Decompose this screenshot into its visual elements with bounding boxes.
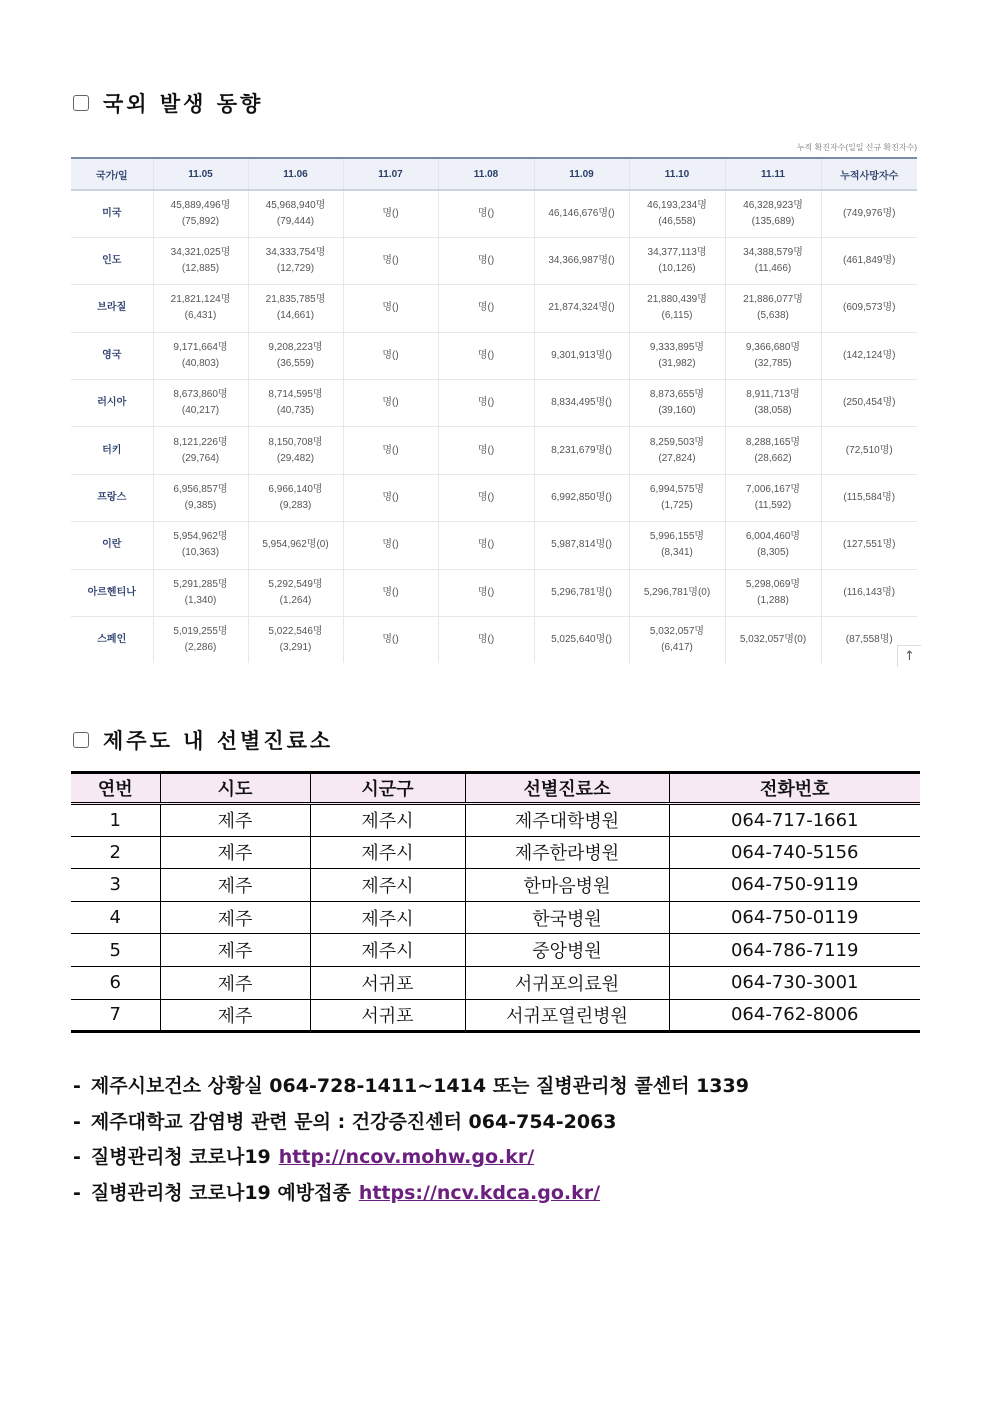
data-cell: [629, 522, 725, 569]
data-cell: [725, 617, 821, 663]
clinics-table: [71, 771, 920, 1033]
data-cell: [534, 285, 629, 332]
no-cell: 2: [71, 836, 160, 869]
daily-value: (8,305): [757, 547, 789, 559]
col-header: 시군구: [310, 773, 465, 804]
data-cell: [153, 285, 248, 332]
daily-value: (79,444): [276, 215, 315, 227]
daily-value: (28,662): [754, 452, 792, 464]
cumulative-value: 명(): [382, 207, 399, 219]
data-cell: [725, 427, 821, 474]
data-cell: [629, 285, 725, 332]
daily-value: (40,803): [181, 357, 220, 369]
contact-line: [73, 1106, 749, 1142]
data-cell: [438, 380, 534, 427]
data-cell: [534, 617, 629, 663]
data-cell: [629, 427, 725, 474]
data-cell: [248, 522, 343, 569]
table-row: [71, 836, 920, 869]
daily-value: (6,417): [661, 642, 693, 654]
data-cell: [629, 474, 725, 521]
data-cell: [438, 190, 534, 237]
deaths-cell: (115,584명): [821, 474, 917, 521]
cumulative-value: 9,171,664명: [173, 341, 228, 353]
cumulative-value: 명(): [382, 397, 399, 409]
phone-cell: 064-750-9119: [669, 869, 920, 902]
cumulative-value: 5,032,057명(0): [739, 634, 807, 646]
table-row: [71, 522, 917, 569]
daily-value: (40,735): [276, 405, 315, 417]
table-row: [71, 804, 920, 837]
daily-value: (12,885): [181, 263, 220, 275]
table-row: [71, 474, 917, 521]
data-cell: [248, 237, 343, 284]
data-cell: [248, 285, 343, 332]
col-header: 전화번호: [669, 773, 920, 804]
data-cell: [629, 332, 725, 379]
sigungu-cell: 제주시: [310, 836, 465, 869]
cumulative-value: 명(): [382, 634, 399, 646]
contact-line: [73, 1141, 749, 1177]
sigungu-cell: 제주시: [310, 869, 465, 902]
scroll-to-top-button[interactable]: [897, 645, 921, 667]
cumulative-value: 5,032,057명: [649, 626, 705, 638]
cumulative-value: 34,366,987명(): [548, 255, 615, 267]
sido-cell: 제주: [160, 934, 310, 967]
data-cell: [248, 190, 343, 237]
cumulative-value: 6,004,460명: [745, 531, 801, 543]
data-cell: [629, 617, 725, 663]
world-table-container: [71, 157, 917, 663]
country-cell: 아르헨티나: [71, 569, 153, 616]
cumulative-value: 명(): [477, 492, 495, 504]
cumulative-value: 34,321,025명: [170, 247, 231, 259]
daily-value: (1,288): [757, 594, 789, 606]
data-cell: [534, 237, 629, 284]
sigungu-cell: 제주시: [310, 804, 465, 837]
phone-cell: 064-762-8006: [669, 999, 920, 1032]
data-cell: [153, 522, 248, 569]
world-cases-table: [71, 157, 917, 663]
cumulative-value: 8,150,708명: [268, 436, 323, 448]
col-header: 11.09: [534, 158, 629, 190]
arrow-up-icon: ↑: [904, 649, 915, 664]
clinic-cell: 한마음병원: [465, 869, 669, 902]
country-cell: 영국: [71, 332, 153, 379]
data-cell: [343, 427, 438, 474]
data-cell: [629, 237, 725, 284]
cumulative-value: 5,292,549명: [268, 578, 323, 590]
data-cell: [153, 332, 248, 379]
data-cell: [725, 237, 821, 284]
no-cell: 6: [71, 966, 160, 999]
cumulative-value: 8,834,495명(): [551, 397, 612, 409]
cumulative-value: 명(): [477, 397, 495, 409]
data-cell: [153, 569, 248, 616]
deaths-cell: (749,976명): [821, 190, 917, 237]
data-cell: [153, 380, 248, 427]
daily-value: (9,283): [279, 500, 312, 512]
data-cell: [725, 332, 821, 379]
country-cell: 이란: [71, 522, 153, 569]
data-cell: [725, 522, 821, 569]
cumulative-value: 5,296,781명(): [551, 586, 612, 598]
data-cell: [534, 190, 629, 237]
data-cell: [725, 285, 821, 332]
sido-cell: 제주: [160, 869, 310, 902]
daily-value: (27,824): [658, 452, 696, 464]
sigungu-cell: 서귀포: [310, 966, 465, 999]
clinic-cell: 서귀포의료원: [465, 966, 669, 999]
data-cell: [248, 332, 343, 379]
deaths-cell: (461,849명): [821, 237, 917, 284]
cumulative-value: 21,874,324명(): [548, 302, 615, 314]
cumulative-value: 21,886,077명: [743, 294, 803, 306]
cumulative-value: 5,296,781명(0): [643, 586, 711, 598]
phone-cell: 064-740-5156: [669, 836, 920, 869]
cumulative-value: 명(): [382, 302, 399, 314]
cumulative-value: 명(): [382, 349, 399, 361]
table-row: [71, 427, 917, 474]
data-cell: [343, 380, 438, 427]
bullet-dash: -: [73, 1110, 81, 1133]
cumulative-value: 5,022,546명: [268, 626, 323, 638]
deaths-cell: (116,143명): [821, 569, 917, 616]
deaths-cell: (127,551명): [821, 522, 917, 569]
data-cell: [153, 237, 248, 284]
daily-value: (29,764): [181, 452, 220, 464]
cumulative-value: 명(): [477, 586, 495, 598]
cumulative-value: 명(): [477, 349, 495, 361]
no-cell: 5: [71, 934, 160, 967]
col-header: 11.06: [248, 158, 343, 190]
cumulative-value: 6,994,575명: [649, 484, 705, 496]
daily-value: (3,291): [279, 642, 312, 654]
cumulative-value: 21,835,785명: [265, 294, 326, 306]
clinic-cell: 중앙병원: [465, 934, 669, 967]
table-row: [71, 569, 917, 616]
daily-value: (29,482): [276, 452, 315, 464]
cumulative-value: 8,714,595명: [268, 389, 323, 401]
data-cell: [534, 474, 629, 521]
cumulative-value: 5,987,814명(): [551, 539, 612, 551]
cumulative-value: 6,992,850명(): [551, 492, 612, 504]
clinic-cell: 서귀포열린병원: [465, 999, 669, 1032]
data-cell: [248, 427, 343, 474]
cumulative-value: 5,996,155명: [649, 531, 705, 543]
daily-value: (8,341): [661, 547, 693, 559]
table-row: [71, 934, 920, 967]
cumulative-value: 명(): [477, 444, 495, 456]
data-cell: [725, 380, 821, 427]
sido-cell: 제주: [160, 901, 310, 934]
table-row: [71, 332, 917, 379]
data-cell: [438, 332, 534, 379]
data-cell: [343, 285, 438, 332]
sido-cell: 제주: [160, 804, 310, 837]
no-cell: 4: [71, 901, 160, 934]
country-cell: 스페인: [71, 617, 153, 663]
sigungu-cell: 서귀포: [310, 999, 465, 1032]
cumulative-value: 21,880,439명: [647, 294, 707, 306]
cumulative-value: 45,968,940명: [265, 199, 326, 211]
cumulative-value: 8,911,713명: [746, 389, 800, 401]
contact-text: 질병관리청 코로나19 예방접종: [90, 1181, 351, 1204]
checkbox-icon: [73, 95, 89, 111]
cumulative-value: 5,954,962명: [173, 531, 228, 543]
cumulative-value: 명(): [382, 539, 399, 551]
cumulative-value: 46,146,676명(): [548, 207, 615, 219]
table-row: [71, 869, 920, 902]
data-cell: [153, 190, 248, 237]
data-cell: [629, 190, 725, 237]
cumulative-value: 8,259,503명: [649, 436, 705, 448]
cumulative-value: 34,377,113명: [647, 247, 707, 259]
sigungu-cell: 제주시: [310, 901, 465, 934]
checkbox-icon: [73, 732, 89, 748]
country-cell: 러시아: [71, 380, 153, 427]
clinic-cell: 한국병원: [465, 901, 669, 934]
ncv-link[interactable]: https://ncv.kdca.go.kr/: [358, 1181, 601, 1204]
data-cell: [725, 474, 821, 521]
country-cell: 인도: [71, 237, 153, 284]
col-header: 11.05: [153, 158, 248, 190]
cumulative-value: 8,121,226명: [173, 436, 228, 448]
cumulative-value: 명(): [382, 255, 399, 267]
table-row: [71, 380, 917, 427]
col-header: 11.07: [343, 158, 438, 190]
col-header: 국가/일: [71, 158, 153, 190]
data-cell: [343, 190, 438, 237]
cumulative-value: 9,333,895명: [649, 341, 705, 353]
phone-cell: 064-786-7119: [669, 934, 920, 967]
clinic-cell: 제주한라병원: [465, 836, 669, 869]
daily-value: (75,892): [181, 215, 220, 227]
data-cell: [438, 617, 534, 663]
contact-line: [73, 1070, 749, 1106]
data-cell: [534, 427, 629, 474]
contact-text: 제주시보건소 상황실 064-728-1411~1414 또는 질병관리청 콜센터 1339: [90, 1075, 749, 1097]
data-cell: [248, 617, 343, 663]
data-cell: [629, 380, 725, 427]
data-cell: [343, 522, 438, 569]
cumulative-value: 5,019,255명: [173, 626, 228, 638]
cumulative-value: 명(): [477, 207, 495, 219]
deaths-cell: (609,573명): [821, 285, 917, 332]
data-cell: [343, 474, 438, 521]
cumulative-value: 8,231,679명(): [551, 444, 612, 456]
cumulative-value: 명(): [477, 539, 495, 551]
daily-value: (1,340): [184, 594, 217, 606]
data-cell: [153, 427, 248, 474]
cumulative-value: 5,954,962명(0): [262, 539, 329, 551]
no-cell: 7: [71, 999, 160, 1032]
table-note: 누적 확진자수(일일 신규 확진자수): [796, 143, 917, 152]
data-cell: [534, 332, 629, 379]
phone-cell: 064-750-0119: [669, 901, 920, 934]
daily-value: (9,385): [184, 500, 217, 512]
daily-value: (5,638): [757, 310, 789, 322]
data-cell: [343, 569, 438, 616]
section-title-text: 국외 발생 동향: [103, 92, 264, 116]
col-header: 시도: [160, 773, 310, 804]
daily-value: (40,217): [181, 405, 220, 417]
contact-text: 질병관리청 코로나19: [90, 1146, 271, 1168]
col-header: 11.10: [629, 158, 725, 190]
cumulative-value: 8,873,655명: [649, 389, 705, 401]
daily-value: (31,982): [658, 357, 696, 369]
section-title-clinics: [73, 725, 333, 755]
table-row: [71, 999, 920, 1032]
col-header: 11.11: [725, 158, 821, 190]
daily-value: (1,264): [279, 594, 312, 606]
sido-cell: 제주: [160, 836, 310, 869]
cumulative-value: 5,298,069명: [745, 578, 801, 590]
cumulative-value: 6,956,857명: [173, 484, 228, 496]
country-cell: 터키: [71, 427, 153, 474]
table-header-row: [71, 158, 917, 190]
sigungu-cell: 제주시: [310, 934, 465, 967]
table-row: [71, 901, 920, 934]
data-cell: [725, 569, 821, 616]
col-header: 선별진료소: [465, 773, 669, 804]
sido-cell: 제주: [160, 966, 310, 999]
data-cell: [343, 237, 438, 284]
col-header: 누적사망자수: [821, 158, 917, 190]
daily-value: (10,363): [181, 547, 220, 559]
daily-value: (32,785): [754, 357, 792, 369]
cumulative-value: 34,333,754명: [265, 247, 326, 259]
cumulative-value: 명(): [477, 255, 495, 267]
country-cell: 프랑스: [71, 474, 153, 521]
data-cell: [534, 380, 629, 427]
daily-value: (2,286): [184, 642, 217, 654]
table-row: [71, 190, 917, 237]
col-header: 연번: [71, 773, 160, 804]
daily-value: (46,558): [658, 215, 696, 227]
daily-value: (1,725): [661, 500, 693, 512]
deaths-cell: (142,124명): [821, 332, 917, 379]
cumulative-value: 명(): [477, 634, 495, 646]
cumulative-value: 명(): [382, 492, 399, 504]
data-cell: [248, 474, 343, 521]
cumulative-value: 45,889,496명: [170, 199, 231, 211]
cumulative-value: 46,328,923명: [743, 199, 803, 211]
daily-value: (11,466): [754, 263, 792, 275]
daily-value: (36,559): [276, 357, 315, 369]
data-cell: [725, 190, 821, 237]
no-cell: 3: [71, 869, 160, 902]
clinic-cell: 제주대학병원: [465, 804, 669, 837]
deaths-cell: (72,510명): [821, 427, 917, 474]
country-cell: 미국: [71, 190, 153, 237]
sido-cell: 제주: [160, 999, 310, 1032]
cumulative-value: 34,388,579명: [743, 247, 803, 259]
data-cell: [438, 237, 534, 284]
daily-value: (39,160): [658, 405, 696, 417]
contact-text: 제주대학교 감염병 관련 문의 : 건강증진센터 064-754-2063: [90, 1110, 617, 1133]
phone-cell: 064-717-1661: [669, 804, 920, 837]
cumulative-value: 5,291,285명: [173, 578, 228, 590]
daily-value: (6,431): [184, 310, 217, 322]
cumulative-value: 8,288,165명: [745, 436, 801, 448]
cumulative-value: 21,821,124명: [170, 294, 231, 306]
daily-value: (10,126): [658, 263, 696, 275]
data-cell: [438, 427, 534, 474]
data-cell: [629, 569, 725, 616]
deaths-cell: (87,558명): [845, 634, 893, 646]
bullet-dash: -: [73, 1181, 81, 1204]
data-cell: [438, 285, 534, 332]
section-title-text: 제주도 내 선별진료소: [103, 729, 334, 753]
data-cell: [153, 617, 248, 663]
cumulative-value: 9,366,680명: [745, 341, 801, 353]
cumulative-value: 명(): [382, 586, 399, 598]
data-cell: [248, 569, 343, 616]
table-row: [71, 966, 920, 999]
contact-info: [73, 1070, 749, 1212]
cumulative-value: 8,673,860명: [173, 389, 228, 401]
data-cell: [248, 380, 343, 427]
phone-cell: 064-730-3001: [669, 966, 920, 999]
daily-value: (6,115): [661, 310, 693, 322]
ncov-link[interactable]: http://ncov.mohw.go.kr/: [278, 1146, 535, 1168]
data-cell: [534, 569, 629, 616]
table-row: [71, 237, 917, 284]
cumulative-value: 5,025,640명(): [551, 634, 612, 646]
cumulative-value: 명(): [477, 302, 495, 314]
cumulative-value: 9,301,913명(): [551, 349, 612, 361]
daily-value: (38,058): [754, 405, 792, 417]
data-cell: [438, 522, 534, 569]
table-header-row: [71, 773, 920, 804]
section-title-world: [73, 88, 263, 118]
data-cell: [153, 474, 248, 521]
cumulative-value: 명(): [382, 444, 399, 456]
country-cell: 브라질: [71, 285, 153, 332]
col-header: 11.08: [438, 158, 534, 190]
cumulative-value: 46,193,234명: [647, 199, 707, 211]
data-cell: [343, 617, 438, 663]
data-cell: [438, 569, 534, 616]
data-cell: [438, 474, 534, 521]
bullet-dash: -: [73, 1075, 81, 1097]
daily-value: (14,661): [276, 310, 315, 322]
cumulative-value: 9,208,223명: [268, 341, 323, 353]
daily-value: (135,689): [751, 215, 795, 227]
data-cell: [534, 522, 629, 569]
cumulative-value: 7,006,167명: [745, 484, 801, 496]
daily-value: (12,729): [276, 263, 315, 275]
table-row: [71, 617, 917, 663]
bullet-dash: -: [73, 1146, 81, 1168]
deaths-cell: (250,454명): [821, 380, 917, 427]
cumulative-value: 6,966,140명: [268, 484, 323, 496]
contact-line: [73, 1177, 749, 1213]
no-cell: 1: [71, 804, 160, 837]
data-cell: [343, 332, 438, 379]
daily-value: (11,592): [754, 500, 792, 512]
table-row: [71, 285, 917, 332]
